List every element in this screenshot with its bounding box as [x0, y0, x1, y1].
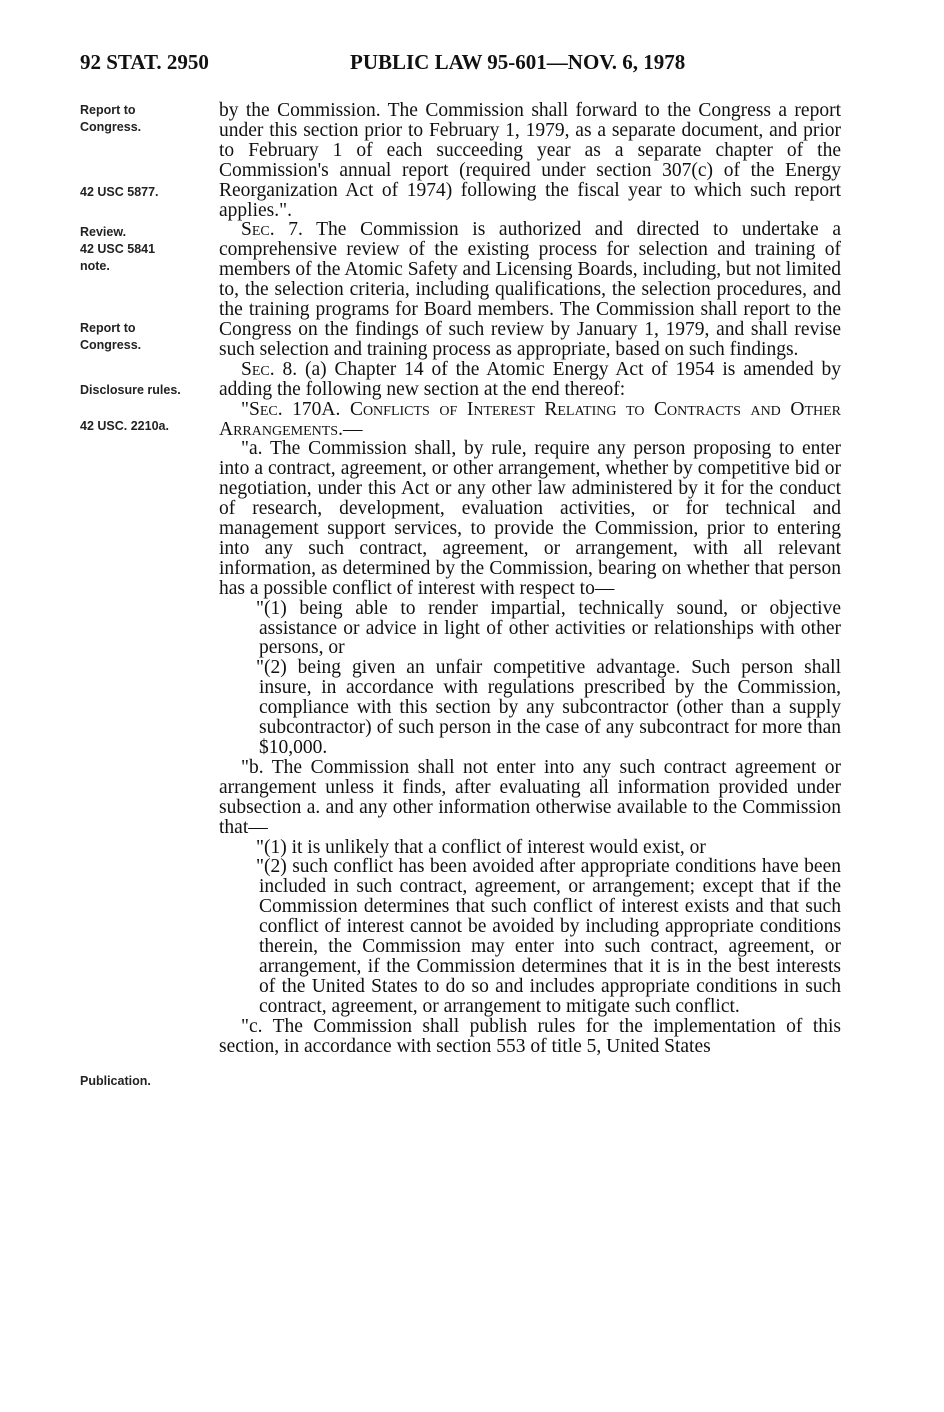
section-170a-heading: "Sec. 170A. Conflicts of Interest Relating to Contracts and Other Arrangements.— [219, 398, 841, 440]
margin-note-report-to-congress-2: Report to Congress. [80, 321, 142, 352]
clause-a-2: "(2) being given an unfair competitive advantage. Such person shall insure, in accordance with regulations prescribed by the Commission, compliance with this section by any subcontractor (other than a supply subcontractor) of such person in the case of any subcontract for more than $10,000. [256, 657, 841, 758]
margin-note-report-to-congress: Report to Congress. [80, 103, 142, 134]
subsection-b: "b. The Commission shall not enter into any such contract agreement or arrangement unless it finds, after evaluating all information provided under subsection a. and any other information otherwise available to the Commission that— [219, 756, 841, 838]
paragraph-sec-8: Sec. 8. (a) Chapter 14 of the Atomic Energy Act of 1954 is amended by adding the following new section at the end thereof: [219, 358, 841, 400]
statute-body [219, 101, 841, 1057]
margin-note-review: Review. 42 USC 5841 note. [80, 225, 156, 273]
clause-b-2: "(2) such conflict has been avoided after appropriate conditions have been included in such contract, agreement, or arrangement; except that if the Commission determines that such conflict of interest exists and that such conflict of interest cannot be avoided by including appropriate conditions therein, the Commission may enter into such contract, agreement, or arrangement, if the Commission determines that it is in the best interests of the United States to do so and includes appropriate conditions in such contract, agreement, or arrangement to mitigate such conflict. [256, 856, 841, 1017]
subsection-c: "c. The Commission shall publish rules for the implementation of this section, in accordance with section 553 of title 5, United States [219, 1015, 841, 1057]
page-header [80, 50, 860, 84]
subsection-a: "a. The Commission shall, by rule, require any person proposing to enter into a contract, agreement, or other arrangement, whether by competitive bid or negotiation, under this Act or any other law administered by it for the conduct of research, development, evaluation activities, or for technical and management support services, to provide the Commission, prior to entering into any such contract, agreement, or arrangement, with all relevant information, as determined by the Commission, bearing on whether that person has a possible conflict of interest with respect to— [219, 438, 841, 599]
clause-b-1: "(1) it is unlikely that a conflict of interest would exist, or [256, 836, 706, 858]
clause-a-1: "(1) being able to render impartial, technically sound, or objective assistance or advice in light of other activities or relationships with other persons, or [256, 597, 841, 659]
margin-note-disclosure-rules: Disclosure rules. [80, 383, 181, 397]
margin-note-42-usc-2210a: 42 USC. 2210a. [80, 419, 169, 433]
margin-note-42-usc-5877: 42 USC 5877. [80, 185, 159, 199]
paragraph-sec-7: Sec. 7. The Commission is authorized and directed to undertake a comprehensive review of the existing process for selection and training of members of the Atomic Safety and Licensing Boards, including, but not limited to, the selection criteria, including qualifications, the selection procedures, and the training programs for Board members. The Commission shall report to the Congress on the findings of such review by January 1, 1979, and shall revise such selection and training process as appropriate, based on such findings. [219, 219, 841, 360]
stat-page-number: 92 STAT. 2950 [80, 50, 209, 74]
public-law-title: PUBLIC LAW 95-601—NOV. 6, 1978 [350, 50, 686, 74]
margin-note-publication: Publication. [80, 1074, 151, 1088]
paragraph-report-continuation: by the Commission. The Commission shall forward to the Congress a report under this section prior to February 1, 1979, as a separate document, and prior to February 1 of each succeeding year as a separate chapter of the Commission's annual report (required under section 307(c) of the Energy Reorganization Act of 1974) following the fiscal year to which such report applies.". [219, 100, 841, 221]
